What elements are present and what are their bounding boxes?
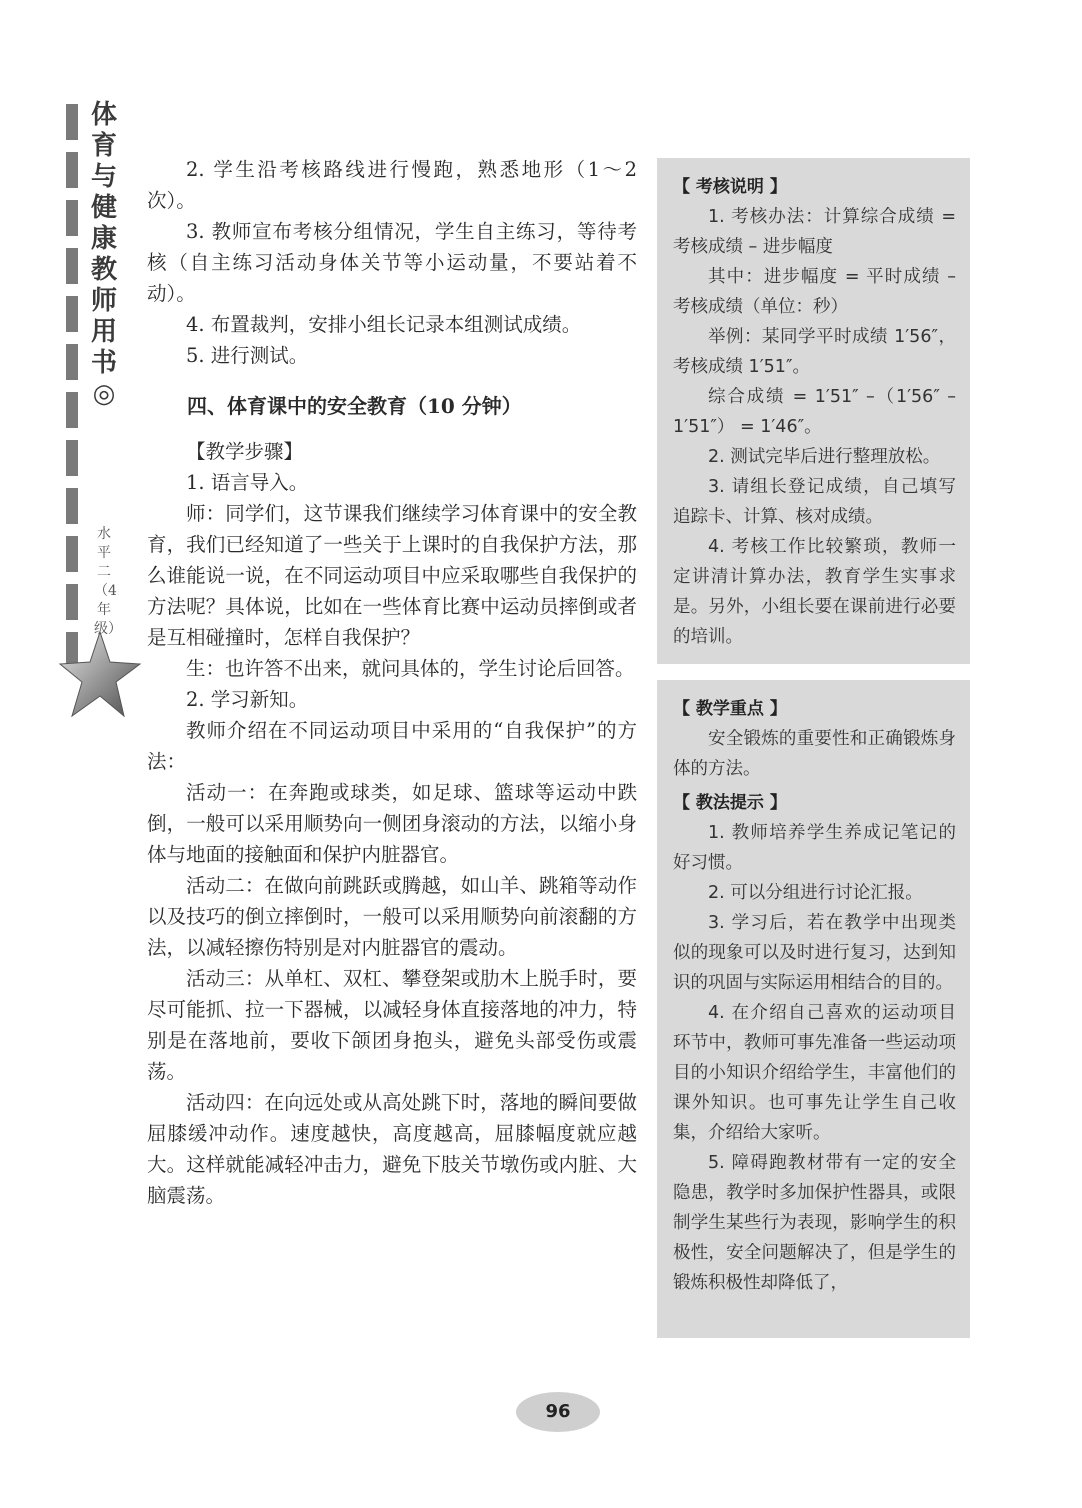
assessment-notes-box — [657, 158, 970, 664]
paragraph: 2. 学习新知。 — [186, 688, 309, 711]
box-line: 1. 考核办法：计算综合成绩 = 考核成绩 – 进步幅度 — [673, 207, 956, 257]
paragraph: 活动三：从单杠、双杠、攀登架或肋木上脱手时，要尽可能抓、拉一下器械，以减轻身体直接落地的冲力，特别是在落地前，要收下颌团身抱头，避免头部受伤或震荡。 — [147, 967, 637, 1083]
box-line: 4. 考核工作比较繁琐，教师一定讲清计算办法，教育学生实事求是。另外，小组长要在课前进行必要的培训。 — [673, 537, 956, 647]
paragraph: 2. 学生沿考核路线进行慢跑，熟悉地形（1～2 次）。 — [147, 158, 637, 212]
paragraph: 【教学步骤】 — [186, 440, 304, 463]
side-bars — [66, 104, 78, 680]
section-heading: 四、体育课中的安全教育（10 分钟） — [187, 394, 522, 418]
box-heading: 【 教学重点 】 — [673, 699, 787, 719]
side-bar — [66, 152, 78, 188]
box-line: 其中：进步幅度 = 平时成绩 – 考核成绩（单位：秒） — [673, 267, 956, 317]
paragraph: 1. 语言导入。 — [186, 471, 309, 494]
box-line: 综合成绩 = 1′51″ –（1′56″ – 1′51″） = 1′46″。 — [673, 387, 956, 437]
box-line: 4. 在介绍自己喜欢的运动项目环节中，教师可事先准备一些运动项目的小知识介绍给学生，丰富他们的课外知识。也可事先让学生自己收集，介绍给大家听。 — [673, 1003, 956, 1143]
box-heading: 【 教法提示 】 — [673, 793, 787, 813]
box-line: 安全锻炼的重要性和正确锻炼身体的方法。 — [673, 729, 956, 779]
side-bar — [66, 200, 78, 236]
side-bar — [66, 584, 78, 620]
paragraph: 活动二：在做向前跳跃或腾越，如山羊、跳箱等动作以及技巧的倒立摔倒时，一般可以采用顺势向前滚翻的方法，以减轻擦伤特别是对内脏器官的震动。 — [147, 874, 637, 959]
side-bar — [66, 104, 78, 140]
box-line: 2. 测试完毕后进行整理放松。 — [708, 447, 941, 467]
paragraph: 活动四：在向远处或从高处跳下时，落地的瞬间要做屈膝缓冲动作。速度越快，高度越高，屈膝幅度就应越大。这样就能减轻冲击力，避免下肢关节墩伤或内脏、大脑震荡。 — [147, 1091, 637, 1207]
main-content — [147, 154, 637, 1211]
side-bar — [66, 296, 78, 332]
book-title: 体育与健康教师用书◎ — [90, 100, 117, 409]
box-heading: 【 考核说明 】 — [673, 177, 787, 197]
star-icon — [58, 630, 142, 720]
side-bar — [66, 440, 78, 476]
box-line: 5. 障碍跑教材带有一定的安全隐患，教学时多加保护性器具，或限制学生某些行为表现，影响学生的积极性，安全问题解决了，但是学生的锻炼积极性却降低了， — [673, 1153, 956, 1293]
box-line: 3. 请组长登记成绩，自己填写追踪卡、计算、核对成绩。 — [673, 477, 956, 527]
grade-level: 水平二（4年级） — [94, 526, 122, 637]
paragraph: 5. 进行测试。 — [186, 344, 309, 367]
box-line: 2. 可以分组进行讨论汇报。 — [708, 883, 923, 903]
side-bar — [66, 488, 78, 524]
side-bar — [66, 344, 78, 380]
teaching-focus-box — [657, 680, 970, 1338]
paragraph: 教师介绍在不同运动项目中采用的“自我保护”的方法： — [147, 719, 637, 773]
side-bar — [66, 392, 78, 428]
page-number: 96 — [516, 1392, 600, 1432]
box-line: 3. 学习后，若在教学中出现类似的现象可以及时进行复习，达到知识的巩固与实际运用相结合的目的。 — [673, 913, 956, 993]
box-line: 举例：某同学平时成绩 1′56″，考核成绩 1′51″。 — [673, 327, 956, 377]
box-line: 1. 教师培养学生养成记笔记的好习惯。 — [673, 823, 956, 873]
paragraph: 活动一：在奔跑或球类，如足球、篮球等运动中跌倒，一般可以采用顺势向一侧团身滚动的方法，以缩小身体与地面的接触面和保护内脏器官。 — [147, 781, 637, 866]
side-bar — [66, 248, 78, 284]
paragraph: 4. 布置裁判，安排小组长记录本组测试成绩。 — [186, 313, 582, 336]
side-bar — [66, 536, 78, 572]
paragraph: 3. 教师宣布考核分组情况，学生自主练习，等待考核（自主练习活动身体关节等小运动量，不要站着不动）。 — [147, 220, 637, 305]
paragraph: 生：也许答不出来，就问具体的，学生讨论后回答。 — [186, 657, 635, 680]
paragraph: 师：同学们，这节课我们继续学习体育课中的安全教育，我们已经知道了一些关于上课时的自我保护方法，那么谁能说一说，在不同运动项目中应采取哪些自我保护的方法呢？具体说，比如在一些体育比赛中运动员摔倒或者是互相碰撞时，怎样自我保护？ — [147, 502, 637, 649]
